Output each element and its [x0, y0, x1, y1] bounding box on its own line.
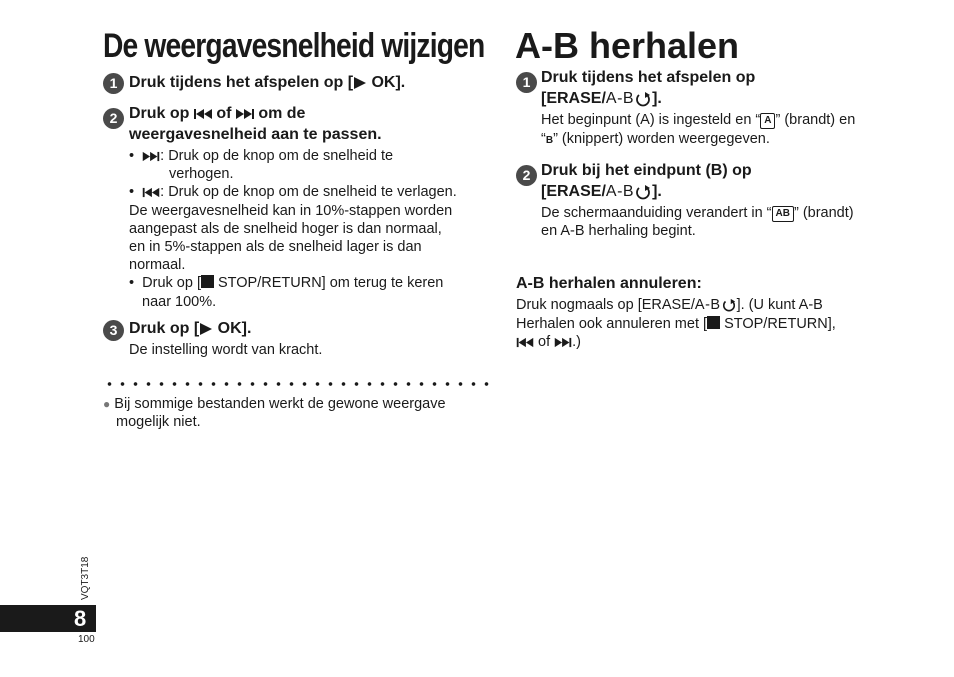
cancel-line3-mid: of [534, 334, 555, 350]
ab-step1-desc1 [541, 111, 855, 130]
bullet-reset-pre: Druk op [ [142, 275, 201, 291]
ab-step1-desc2-post: ” (knippert) worden weergegeven. [553, 131, 770, 147]
step-number-3: 3 [103, 320, 124, 341]
speed-para-3: en in 5%-stappen als de snelheid lager is dan [129, 239, 422, 255]
bullet-reset [129, 274, 443, 292]
ab-step1-line1: Druk tijdens het afspelen op [541, 69, 756, 86]
skip-forward-icon [142, 151, 160, 162]
skip-back-icon [516, 337, 534, 348]
step2-line2: weergavesnelheid aan te passen. [129, 126, 382, 143]
page-title-right: A-B herhalen [515, 25, 740, 66]
play-icon [353, 76, 367, 90]
ab-label: A-B [694, 297, 721, 313]
bullet-slower [129, 183, 457, 201]
bullet-slower-text: : Druk op de knop om de snelheid te verlagen. [160, 184, 457, 200]
page-number: 8 [74, 606, 87, 631]
cancel-line2-post: STOP/RETURN], [720, 316, 836, 332]
bullet-faster-text: : Druk op de knop om de snelheid te [160, 148, 394, 164]
ab-step1-desc2 [541, 130, 770, 150]
ab-step1-post: ]. [652, 90, 662, 107]
bullet-reset-post: STOP/RETURN] om terug te keren [213, 275, 444, 291]
cancel-line3 [516, 333, 581, 352]
ab-step2-pre: [ERASE/ [541, 183, 606, 200]
repeat-icon [634, 184, 652, 200]
ab-step1-line2 [541, 88, 662, 109]
step-number-2: 2 [103, 108, 124, 129]
step2-line1-mid: of [211, 105, 236, 122]
cancel-line1-post: ]. (U kunt A-B [736, 297, 823, 313]
ab-step2-line1: Druk bij het eindpunt (B) op [541, 162, 752, 179]
skip-back-icon [194, 108, 212, 120]
play-icon [199, 322, 213, 336]
step-number-1: 1 [103, 73, 124, 94]
cancel-line3-post: .) [572, 334, 582, 350]
repeat-icon [634, 91, 652, 107]
ab-step1-pre: [ERASE/ [541, 90, 606, 107]
cancel-line1 [516, 296, 823, 315]
ab-label: A-B [605, 183, 635, 200]
sub-page-number: 100 [78, 634, 95, 645]
bullet-faster-cont: verhogen. [169, 166, 234, 182]
bullet-dot: • [129, 184, 135, 200]
skip-forward-icon [236, 108, 254, 120]
model-code: VQT3T18 [80, 556, 91, 600]
note-text: Bij sommige bestanden werkt de gewone weergave [114, 396, 446, 412]
step1-pre: Druk tijdens het afspelen op [ [129, 74, 354, 91]
ab-label: A-B [605, 90, 635, 107]
ab-step2-desc1-post: ” (brandt) [793, 205, 854, 221]
ab-step1-desc1-post: ” (brandt) en [775, 112, 856, 128]
step2-line1 [129, 103, 305, 124]
step3-desc: De instelling wordt van kracht. [129, 342, 323, 358]
cancel-line2 [516, 315, 836, 334]
speed-para-4: normaal. [129, 257, 186, 273]
skip-back-icon [142, 187, 160, 198]
note-cont: mogelijk niet. [116, 414, 201, 430]
skip-forward-icon [554, 337, 572, 348]
bullet-faster [129, 147, 393, 165]
ab-step2-post: ]. [652, 183, 662, 200]
page-title-left: De weergavesnelheid wijzigen [103, 27, 485, 65]
step-number-1: 1 [516, 72, 537, 93]
step3-pre: Druk op [ [129, 320, 200, 337]
bullet-dot: • [129, 148, 135, 164]
cancel-heading: A-B herhalen annuleren: [516, 275, 702, 292]
ab-step2-desc1 [541, 204, 854, 223]
note-bullet: ● [103, 397, 111, 411]
a-indicator-icon: A [760, 113, 775, 129]
step2-line1-pre: Druk op [129, 105, 194, 122]
cancel-line1-pre: Druk nogmaals op [ERASE/ [516, 297, 695, 313]
ab-indicator-icon: AB [772, 206, 794, 222]
step3-text [129, 318, 251, 339]
bullet-dot: • [129, 275, 135, 291]
stop-icon [201, 275, 214, 288]
ab-step1-desc1-pre: Het beginpunt (A) is ingesteld en “ [541, 112, 761, 128]
step1-text [129, 72, 405, 93]
step2-line1-post: om de [253, 105, 306, 122]
cancel-line2-pre: Herhalen ook annuleren met [ [516, 316, 708, 332]
speed-para-1: De weergavesnelheid kan in 10%-stappen worden [129, 203, 453, 219]
ab-step2-desc1-pre: De schermaanduiding verandert in “ [541, 205, 772, 221]
b-indicator-icon: B [545, 135, 554, 146]
step-number-2: 2 [516, 165, 537, 186]
speed-para-2: aangepast als de snelheid hoger is dan normaal, [129, 221, 442, 237]
bullet-reset-cont: naar 100%. [142, 294, 217, 310]
step1-post: OK]. [367, 74, 406, 91]
step3-post: OK]. [213, 320, 252, 337]
ab-step2-line2 [541, 181, 662, 202]
stop-icon [707, 316, 720, 329]
repeat-icon [721, 298, 737, 312]
note [103, 395, 446, 413]
ab-step2-desc2: en A-B herhaling begint. [541, 223, 696, 239]
ab-step1-desc2-pre: “ [541, 131, 546, 147]
dotted-divider [103, 381, 493, 387]
